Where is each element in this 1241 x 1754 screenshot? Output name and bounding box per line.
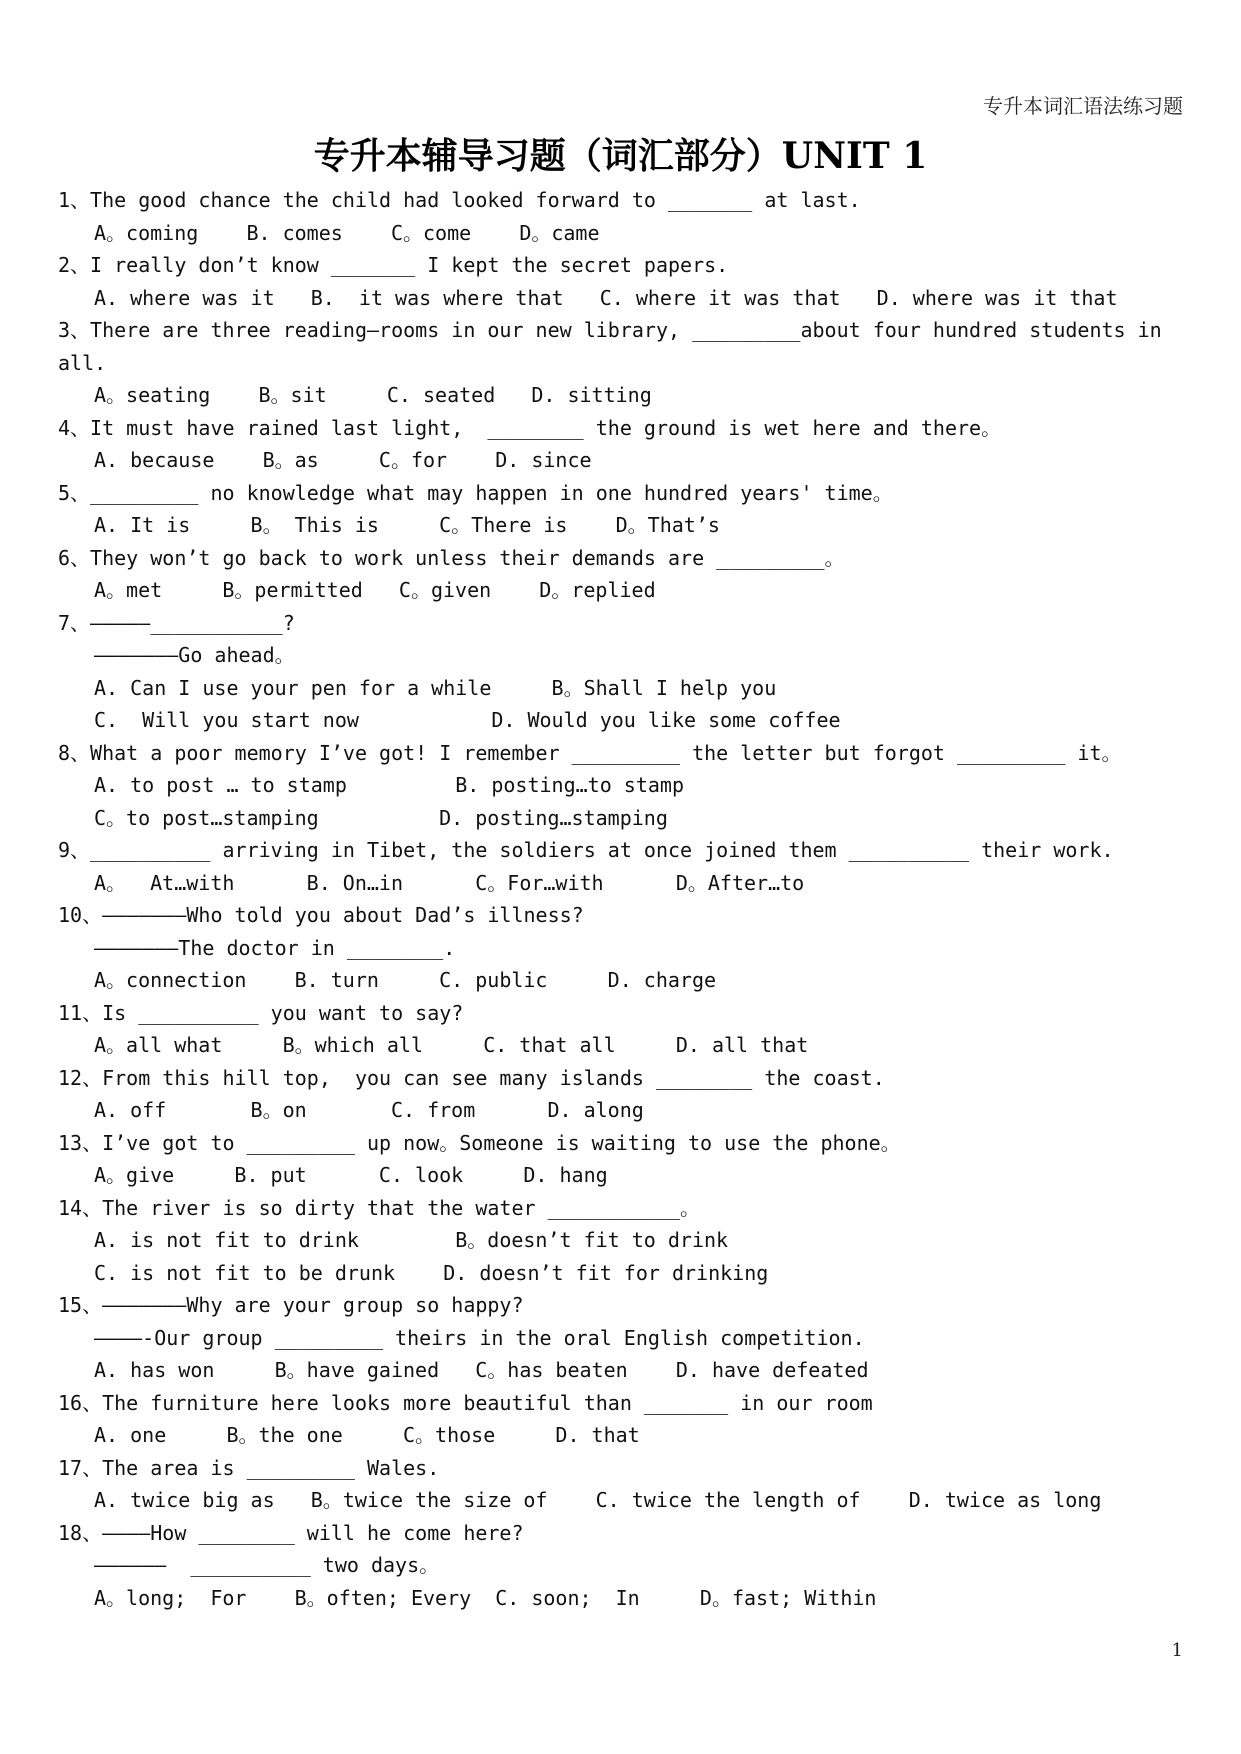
- question-7-reply: ———————Go ahead。: [94, 643, 295, 667]
- options-5: A. It is B。 This is C。There is D。That’s: [94, 513, 720, 537]
- question-15: 15、———————Why are your group so happy?: [58, 1293, 524, 1317]
- options-13: A。give B. put C. look D. hang: [94, 1163, 608, 1187]
- question-15-reply: ————-Our group _________ theirs in the oral English competition.: [94, 1325, 865, 1350]
- question-7: 7、—————___________?: [58, 610, 295, 635]
- question-5: 5、_________ no knowledge what may happen in one hundred years' time。: [58, 480, 893, 505]
- page-title: 专升本辅导习题（词汇部分）UNIT 1: [313, 135, 928, 177]
- question-16: 16、The furniture here looks more beautiful than _______ in our room: [58, 1390, 873, 1415]
- question-14: 14、The river is so dirty that the water ___________。: [58, 1195, 701, 1220]
- options-7-cd: C. Will you start now D. Would you like some coffee: [94, 708, 841, 732]
- question-13: 13、I’ve got to _________ up now。Someone is waiting to use the phone。: [58, 1130, 901, 1155]
- question-6: 6、They won’t go back to work unless their demands are _________。: [58, 545, 845, 570]
- question-8: 8、What a poor memory I’ve got! I remember _________ the letter but forgot _________ it。: [58, 740, 1122, 765]
- options-10: A。connection B. turn C. public D. charge: [94, 968, 717, 992]
- options-8-cd: C。to post…stamping D. posting…stamping: [94, 805, 668, 830]
- options-14-cd: C. is not fit to be drunk D. doesn’t fit for drinking: [94, 1260, 769, 1285]
- question-3-continued: all.: [58, 350, 107, 375]
- options-16: A. one B。the one C。those D. that: [94, 1423, 640, 1447]
- options-6: A。met B。permitted C。given D。replied: [94, 578, 656, 602]
- options-18: A。long; For B。often; Every C. soon; In D。fast; Within: [94, 1585, 877, 1610]
- options-14-ab: A. is not fit to drink B。doesn’t fit to drink: [94, 1228, 729, 1252]
- question-18: 18、————How ________ will he come here?: [58, 1520, 524, 1545]
- options-1: A。coming B. comes C。come D。came: [94, 220, 600, 245]
- options-3: A。seating B。sit C. seated D. sitting: [94, 383, 652, 407]
- options-15: A. has won B。have gained C。has beaten D. have defeated: [94, 1358, 869, 1382]
- options-9: A。 At…with B. On…in C。For…with D。After…to: [94, 870, 805, 895]
- question-2: 2、I really don’t know _______ I kept the secret papers.: [58, 253, 729, 277]
- options-2: A. where was it B. it was where that C. where it was that D. where was it that: [94, 285, 1118, 310]
- question-11: 11、Is __________ you want to say?: [58, 1000, 464, 1025]
- options-8-ab: A. to post … to stamp B. posting…to stamp: [94, 773, 685, 797]
- header-note: 专升本词汇语法练习题: [983, 94, 1183, 118]
- question-9: 9、__________ arriving in Tibet, the soldiers at once joined them __________ their work.: [58, 838, 1114, 862]
- page-number: 1: [1171, 1640, 1183, 1661]
- options-11: A。all what B。which all C. that all D. all that: [94, 1033, 809, 1057]
- question-12: 12、From this hill top, you can see many islands ________ the coast.: [58, 1065, 885, 1090]
- question-18-reply: —————— __________ two days。: [94, 1553, 440, 1577]
- options-7-ab: A. Can I use your pen for a while B。Shall I help you: [94, 675, 777, 700]
- question-10: 10、———————Who told you about Dad’s illness?: [58, 903, 584, 927]
- options-12: A. off B。on C. from D. along: [94, 1098, 644, 1122]
- question-4: 4、It must have rained last light, ________ the ground is wet here and there。: [58, 415, 1002, 440]
- exercise-content: [58, 184, 1188, 1614]
- options-17: A. twice big as B。twice the size of C. twice the length of D. twice as long: [94, 1488, 1102, 1512]
- question-3: 3、There are three reading—rooms in our new library, _________about four hundred students in: [58, 318, 1162, 342]
- question-17: 17、The area is _________ Wales.: [58, 1455, 440, 1480]
- options-4: A. because B。as C。for D. since: [94, 448, 592, 472]
- question-10-reply: ———————The doctor in ________.: [94, 935, 456, 960]
- question-1: 1、The good chance the child had looked forward to _______ at last.: [58, 188, 861, 212]
